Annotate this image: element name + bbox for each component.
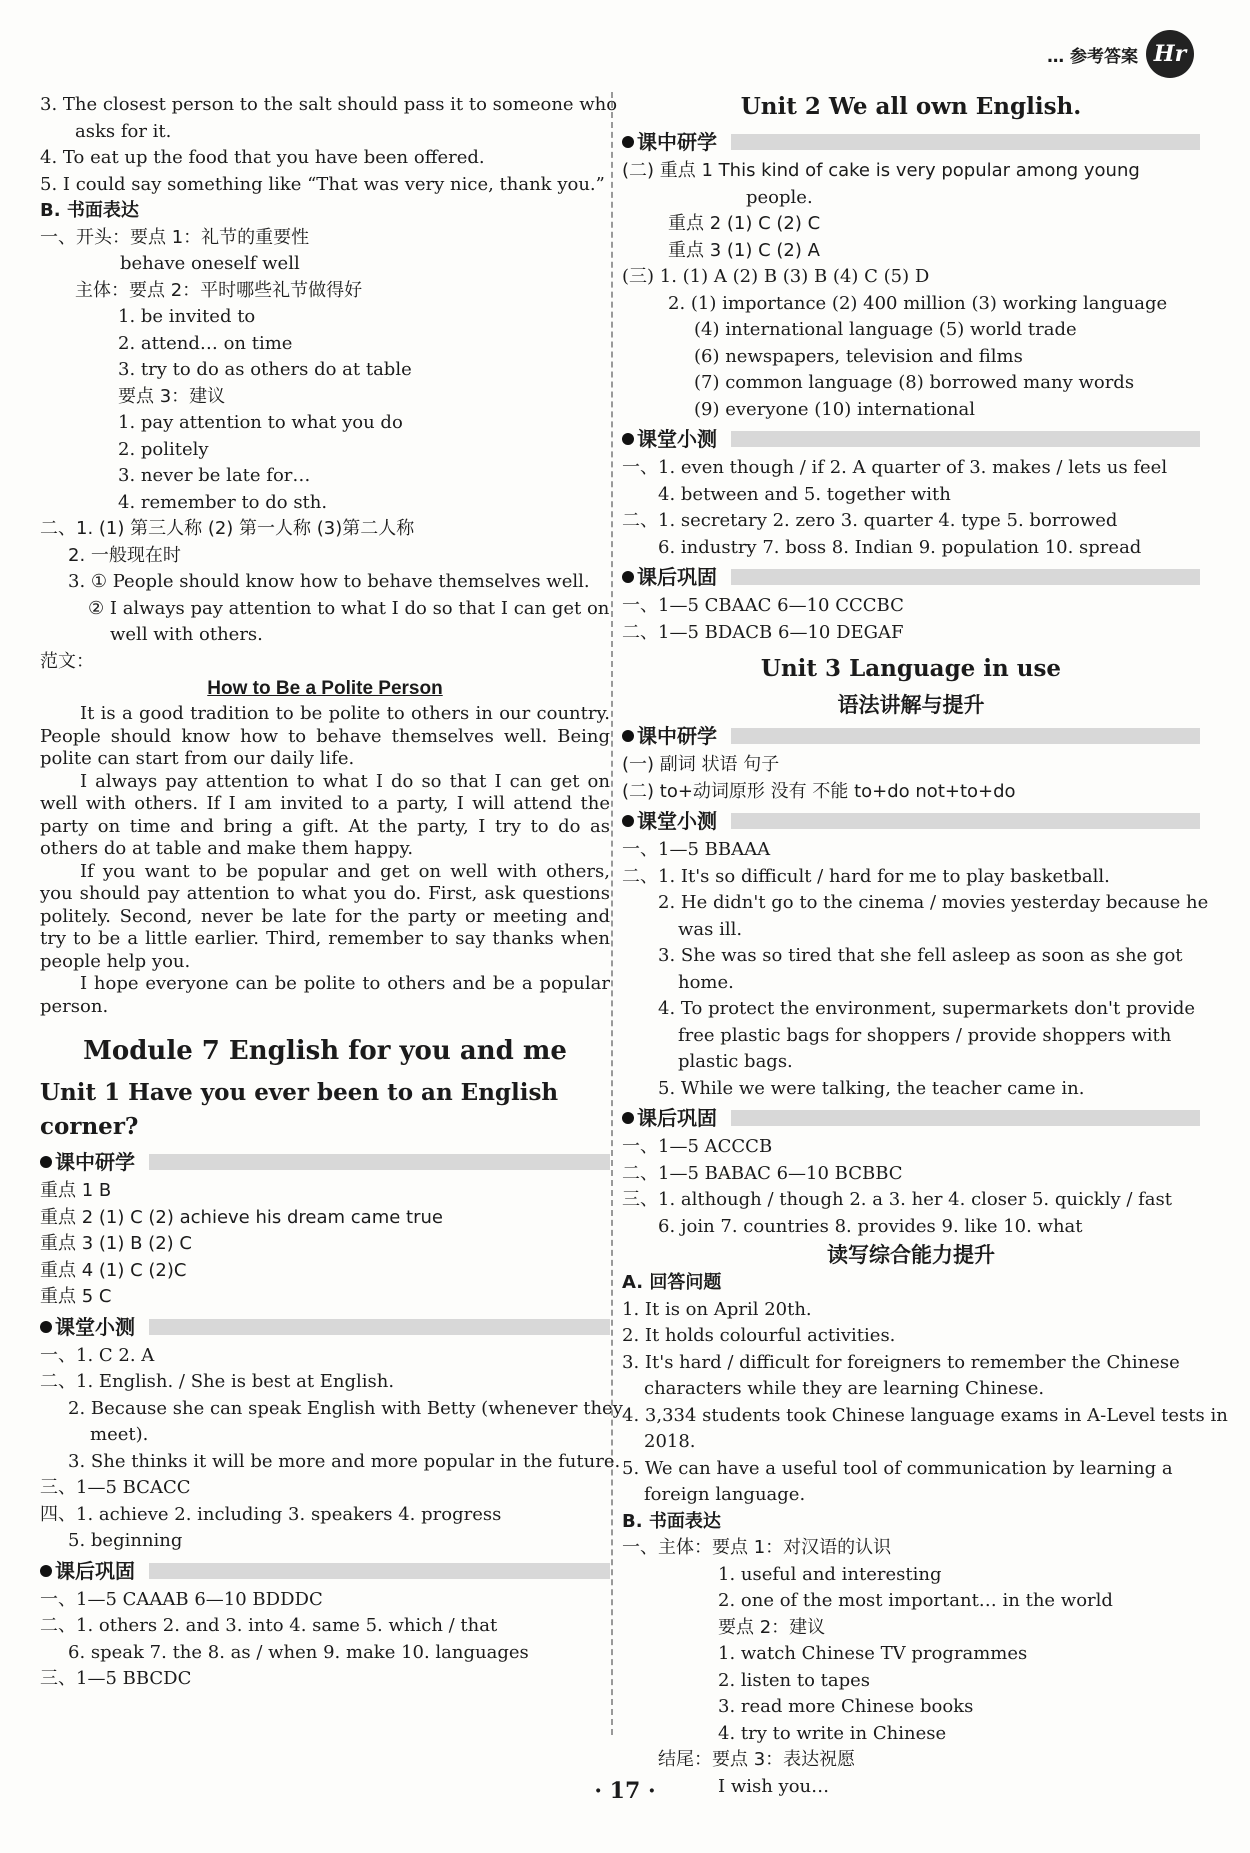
- outline-line: well with others.: [110, 624, 263, 645]
- answer-line: characters while they are learning Chinese.: [644, 1378, 1045, 1399]
- answer-line: 1. It is on April 20th.: [622, 1298, 812, 1320]
- answer-line: 3. It's hard / difficult for foreigners to remember the Chinese: [622, 1351, 1180, 1373]
- section-bar: [149, 1319, 610, 1335]
- section-heading: B. 书面表达: [622, 1510, 721, 1532]
- sample-label: 范文：: [40, 650, 94, 672]
- study-line: (二) 重点 1 This kind of cake is very popular among young: [622, 160, 1140, 181]
- quiz-line: 4. To protect the environment, supermarkets don't provide: [658, 998, 1196, 1019]
- after-line: 二、1—5 BABAC 6—10 BCBBC: [622, 1162, 903, 1184]
- outline-line: 2. politely: [118, 438, 209, 460]
- unit-title: Unit 1 Have you ever been to an English corner?: [40, 1079, 559, 1140]
- after-line: 三、1—5 BBCDC: [40, 1668, 192, 1689]
- quiz-line: 6. industry 7. boss 8. Indian 9. population 10. spread: [658, 536, 1142, 558]
- quiz-line: 3. She was so tired that she fell asleep as soon as she got: [658, 945, 1183, 966]
- outline-line: 2. one of the most important… in the world: [718, 1590, 1113, 1611]
- outline-line: 主体：要点 2：平时哪些礼节做得好: [75, 279, 363, 301]
- answer-line: 5. I could say something like “That was very nice, thank you.”: [40, 173, 605, 195]
- answer-line: 4. 3,334 students took Chinese language exams in A-Level tests in: [622, 1404, 1228, 1426]
- outline-line: 要点 3：建议: [118, 385, 226, 407]
- section-title: 课堂小测: [637, 809, 717, 833]
- section-header: [40, 1557, 610, 1585]
- section-bar: [731, 813, 1200, 829]
- section-bar: [149, 1563, 610, 1579]
- outline-line: 2. attend… on time: [118, 332, 293, 354]
- study-line: (9) everyone (10) international: [694, 398, 976, 420]
- after-line: 三、1. although / though 2. a 3. her 4. closer 5. quickly / fast: [622, 1189, 1173, 1210]
- quiz-line: 四、1. achieve 2. including 3. speakers 4. progress: [40, 1503, 502, 1525]
- answer-line: 3. The closest person to the salt should pass it to someone who: [40, 94, 618, 115]
- keypoint-line: 重点 3 (1) B (2) C: [40, 1233, 192, 1254]
- outline-line: 1. watch Chinese TV programmes: [718, 1643, 1028, 1664]
- after-line: 6. speak 7. the 8. as / when 9. make 10. languages: [68, 1641, 529, 1663]
- section-bar: [149, 1154, 610, 1170]
- answer-line: 4. To eat up the food that you have been offered.: [40, 147, 485, 168]
- section-header: [40, 1148, 610, 1176]
- page-header: [1047, 30, 1194, 78]
- after-line: 二、1. others 2. and 3. into 4. same 5. which / that: [40, 1615, 498, 1636]
- section-title: 课堂小测: [55, 1314, 135, 1339]
- left-column: [40, 92, 623, 1693]
- page-number: · 17 ·: [594, 1778, 656, 1804]
- quiz-line: 二、1. English. / She is best at English.: [40, 1371, 395, 1392]
- section-bar: [731, 1110, 1200, 1126]
- bullet-icon: [622, 571, 634, 583]
- header-label: … 参考答案: [1047, 46, 1138, 67]
- study-line: (7) common language (8) borrowed many words: [694, 372, 1135, 393]
- grammar-title: 语法讲解与提升: [837, 693, 985, 717]
- bullet-icon: [622, 433, 634, 445]
- after-line: 一、1—5 CBAAC 6—10 CCCBC: [622, 595, 904, 616]
- outline-line: 2. 一般现在时: [68, 544, 181, 566]
- keypoint-line: 重点 4 (1) C (2)C: [40, 1259, 187, 1281]
- outline-line: 一、主体：要点 1：对汉语的认识: [622, 1537, 892, 1558]
- after-line: 二、1—5 BDACB 6—10 DEGAF: [622, 621, 904, 643]
- section-title: 课中研学: [637, 130, 717, 154]
- bullet-icon: [40, 1156, 52, 1168]
- quiz-line: 5. beginning: [68, 1530, 183, 1551]
- section-header: [622, 425, 1200, 453]
- study-line: 重点 3 (1) C (2) A: [668, 239, 820, 261]
- outline-line: 4. remember to do sth.: [118, 491, 328, 513]
- quiz-line: 三、1—5 BCACC: [40, 1477, 191, 1498]
- outline-line: ② I always pay attention to what I do so that I can get on: [88, 597, 610, 619]
- section-bar: [731, 134, 1200, 150]
- keypoint-line: 重点 5 C: [40, 1286, 112, 1307]
- quiz-line: free plastic bags for shoppers / provide shoppers with: [678, 1024, 1172, 1046]
- essay-paragraph: I always pay attention to what I do so that I can get on well with others. If I am invited to a party, I will attend the party on time and bring a gift. At the party, I try to do as others do at table and make them happy.: [40, 770, 610, 859]
- keypoint-line: 重点 2 (1) C (2) achieve his dream came true: [40, 1206, 443, 1228]
- reading-writing-title: 读写综合能力提升: [827, 1243, 995, 1267]
- outline-line: 二、1. (1) 第三人称 (2) 第一人称 (3)第二人称: [40, 518, 415, 539]
- outline-line: 3. ① People should know how to behave themselves well.: [68, 571, 590, 592]
- study-line: (4) international language (5) world trade: [694, 319, 1077, 340]
- essay-paragraph: It is a good tradition to be polite to others in our country. People should know how to behave themselves well. Being polite can start from our daily life.: [40, 703, 610, 769]
- after-line: 6. join 7. countries 8. provides 9. like 10. what: [658, 1215, 1083, 1237]
- outline-line: 2. listen to tapes: [718, 1669, 871, 1691]
- quiz-line: 一、1—5 BBAAA: [622, 839, 771, 860]
- quiz-line: 2. He didn't go to the cinema / movies yesterday because he: [658, 892, 1209, 913]
- quiz-line: 二、1. It's so difficult / hard for me to play basketball.: [622, 865, 1110, 887]
- study-line: people.: [746, 186, 813, 208]
- section-header: [622, 807, 1200, 835]
- section-header: [622, 1104, 1200, 1132]
- answer-line: asks for it.: [75, 120, 172, 142]
- essay-paragraph: If you want to be popular and get on well with others, you should pay attention to what you do. First, ask questions politely. Second, never be late for the party or meeting and try to be a little earlier. Third, remember to say thanks when people help you.: [40, 860, 610, 972]
- study-line: (二) to+动词原形 没有 不能 to+do not+to+do: [622, 780, 1016, 802]
- study-line: (6) newspapers, television and films: [694, 345, 1023, 367]
- quiz-line: 一、1. even though / if 2. A quarter of 3. makes / lets us feel: [622, 457, 1168, 478]
- quiz-line: 一、1. C 2. A: [40, 1344, 155, 1366]
- study-line: 2. (1) importance (2) 400 million (3) working language: [668, 292, 1168, 314]
- quiz-line: plastic bags.: [678, 1051, 793, 1072]
- quiz-line: 5. While we were talking, the teacher came in.: [658, 1077, 1085, 1099]
- outline-line: 4. try to write in Chinese: [718, 1722, 947, 1744]
- section-bar: [731, 728, 1200, 744]
- section-title: 课堂小测: [637, 427, 717, 451]
- section-heading: A. 回答问题: [622, 1272, 722, 1293]
- quiz-line: 4. between and 5. together with: [658, 483, 951, 505]
- unit-title: Unit 3 Language in use: [760, 655, 1062, 682]
- quiz-line: 二、1. secretary 2. zero 3. quarter 4. type 5. borrowed: [622, 510, 1118, 531]
- quiz-line: 3. She thinks it will be more and more popular in the future.: [68, 1450, 621, 1472]
- bullet-icon: [40, 1321, 52, 1333]
- outline-line: 3. read more Chinese books: [718, 1696, 974, 1717]
- study-line: (三) 1. (1) A (2) B (3) B (4) C (5) D: [622, 266, 930, 287]
- outline-line: 一、开头：要点 1：礼节的重要性: [40, 226, 310, 248]
- section-header: [622, 128, 1200, 156]
- section-title: 课中研学: [637, 724, 717, 748]
- bullet-icon: [622, 1112, 634, 1124]
- quiz-line: home.: [678, 971, 734, 993]
- outline-line: 要点 2：建议: [718, 1616, 826, 1638]
- outline-line: 3. never be late for…: [118, 465, 311, 486]
- bullet-icon: [622, 136, 634, 148]
- brand-logo-icon: Hr: [1146, 30, 1194, 78]
- section-title: 课中研学: [55, 1150, 135, 1174]
- section-title: 课后巩固: [55, 1558, 135, 1583]
- outline-line: I wish you…: [718, 1775, 830, 1797]
- column-divider: [611, 92, 613, 1735]
- section-header: [622, 563, 1200, 591]
- outline-line: 3. try to do as others do at table: [118, 359, 412, 380]
- section-title: 课后巩固: [637, 1106, 717, 1130]
- keypoint-line: 重点 1 B: [40, 1180, 112, 1201]
- after-line: 一、1—5 ACCCB: [622, 1136, 773, 1157]
- answer-line: foreign language.: [644, 1484, 806, 1505]
- after-line: 一、1—5 CAAAB 6—10 BDDDC: [40, 1588, 323, 1610]
- outline-line: 1. useful and interesting: [718, 1563, 942, 1585]
- section-header: [622, 722, 1200, 750]
- module-title: Module 7 English for you and me: [83, 1036, 567, 1066]
- essay-paragraph: I hope everyone can be polite to others and be a popular person.: [40, 973, 610, 1017]
- answer-line: 5. We can have a useful tool of communication by learning a: [622, 1457, 1173, 1479]
- section-heading: B. 书面表达: [40, 200, 139, 221]
- outline-line: 1. be invited to: [118, 306, 256, 327]
- section-bar: [731, 431, 1200, 447]
- quiz-line: was ill.: [678, 918, 743, 940]
- essay-title: How to Be a Polite Person: [207, 678, 443, 699]
- study-line: (一) 副词 状语 句子: [622, 754, 780, 775]
- right-column: [622, 92, 1228, 1800]
- section-bar: [731, 569, 1200, 585]
- bullet-icon: [40, 1565, 52, 1577]
- unit-title: Unit 2 We all own English.: [740, 93, 1082, 120]
- answer-line: 2. It holds colourful activities.: [622, 1325, 896, 1346]
- quiz-line: meet).: [90, 1424, 149, 1445]
- bullet-icon: [622, 815, 634, 827]
- outline-line: behave oneself well: [120, 253, 300, 274]
- outline-line: 结尾：要点 3：表达祝愿: [658, 1749, 856, 1770]
- section-title: 课后巩固: [637, 565, 717, 589]
- bullet-icon: [622, 730, 634, 742]
- answer-line: 2018.: [644, 1431, 696, 1452]
- section-header: [40, 1313, 610, 1341]
- quiz-line: 2. Because she can speak English with Betty (whenever they: [68, 1397, 623, 1419]
- outline-line: 1. pay attention to what you do: [118, 412, 403, 433]
- study-line: 重点 2 (1) C (2) C: [668, 213, 821, 234]
